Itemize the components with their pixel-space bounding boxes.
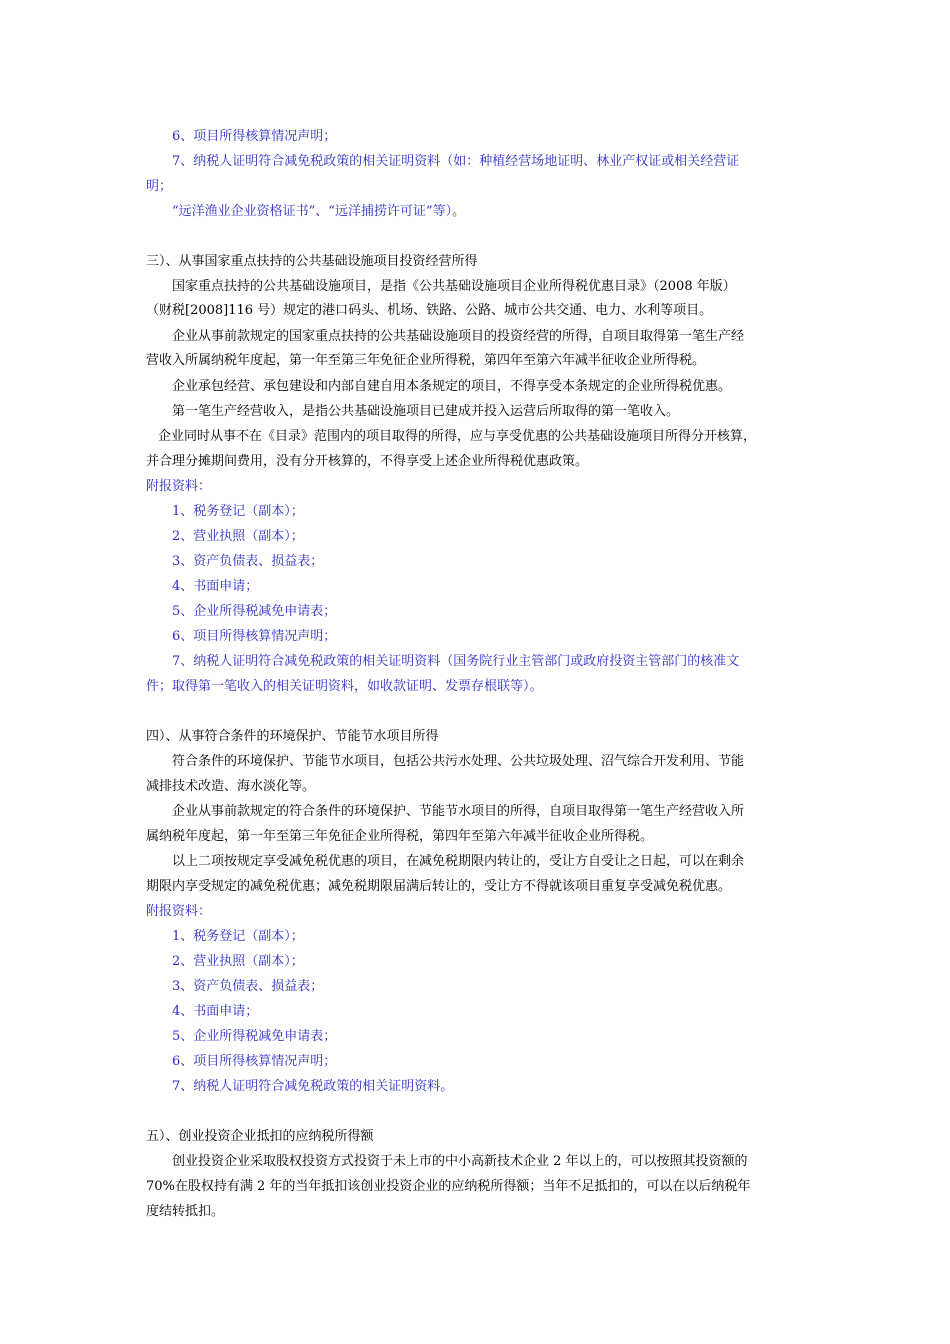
paragraph-continuation: 属纳税年度起，第一年至第三年免征企业所得税，第四年至第六年减半征收企业所得税。 — [146, 829, 654, 844]
paragraph: 企业承包经营、承包建设和内部自建自用本条规定的项目，不得享受本条规定的企业所得税优惠。 — [172, 379, 732, 394]
list-item: 1、税务登记（副本）； — [172, 504, 304, 519]
paragraph: 企业从事前款规定的符合条件的环境保护、节能节水项目的所得，自项目取得第一笔生产经营收入所 — [172, 804, 745, 819]
list-item: 5、企业所得税减免申请表； — [172, 1029, 337, 1044]
list-item: 7、纳税人证明符合减免税政策的相关证明资料。 — [172, 1079, 454, 1094]
paragraph: 企业从事前款规定的国家重点扶持的公共基础设施项目的投资经营的所得，自项目取得第一笔生产经 — [172, 329, 745, 344]
list-item: 3、资产负债表、损益表； — [172, 554, 324, 569]
paragraph-continuation: 期限内享受规定的减免税优惠；减免税期限届满后转让的，受让方不得就该项目重复享受减免税优惠。 — [146, 879, 732, 894]
paragraph-continuation: 并合理分摊期间费用，没有分开核算的，不得享受上述企业所得税优惠政策。 — [146, 454, 589, 469]
paragraph: 符合条件的环境保护、节能节水项目，包括公共污水处理、公共垃圾处理、沼气综合开发利用、节能 — [172, 754, 745, 769]
list-item: 1、税务登记（副本）； — [172, 929, 304, 944]
list-item: 2、营业执照（副本）； — [172, 954, 304, 969]
paragraph: 企业同时从事不在《目录》范围内的项目取得的所得，应与享受优惠的公共基础设施项目所得分开核算， — [158, 429, 757, 444]
paragraph-continuation: 减排技术改造、海水淡化等。 — [146, 779, 316, 794]
paragraph: 国家重点扶持的公共基础设施项目，是指《公共基础设施项目企业所得税优惠目录》（2008 年版） — [172, 279, 736, 294]
list-item: 2、营业执照（副本）； — [172, 529, 304, 544]
list-item-continuation: 明； — [146, 179, 173, 194]
paragraph: 创业投资企业采取股权投资方式投资于未上市的中小高新技术企业 2 年以上的，可以按照其投资额的 — [172, 1154, 748, 1169]
paragraph-continuation: （财税[2008]116 号）规定的港口码头、机场、铁路、公路、城市公共交通、电力、水利等项目。 — [146, 303, 713, 318]
attachments-label: 附报资料： — [146, 904, 212, 919]
section-heading: 四）、从事符合条件的环境保护、节能节水项目所得 — [146, 729, 439, 744]
list-item: 7、纳税人证明符合减免税政策的相关证明资料（如：种植经营场地证明、林业产权证或相关经营证 — [172, 154, 740, 169]
paragraph-continuation: 营收入所属纳税年度起，第一年至第三年免征企业所得税，第四年至第六年减半征收企业所得税。 — [146, 353, 706, 368]
paragraph-continuation: 度结转抵扣。 — [146, 1204, 225, 1219]
paragraph-continuation: 70%在股权持有满 2 年的当年抵扣该创业投资企业的应纳税所得额；当年不足抵扣的，可以在以后纳税年 — [146, 1179, 751, 1194]
list-item-continuation: 件；取得第一笔收入的相关证明资料，如收款证明、发票存根联等）。 — [146, 679, 543, 694]
list-item-continuation: “远洋渔业企业资格证书”、“远洋捕捞许可证”等）。 — [172, 204, 466, 219]
section-heading: 三）、从事国家重点扶持的公共基础设施项目投资经营所得 — [146, 254, 478, 269]
paragraph: 以上二项按规定享受减免税优惠的项目，在减免税期限内转让的，受让方自受让之日起，可以在剩余 — [172, 854, 745, 869]
list-item: 3、资产负债表、损益表； — [172, 979, 324, 994]
list-item: 6、项目所得核算情况声明； — [172, 629, 337, 644]
section-heading: 五）、创业投资企业抵扣的应纳税所得额 — [146, 1129, 374, 1144]
list-item: 6、项目所得核算情况声明； — [172, 129, 337, 144]
attachments-label: 附报资料： — [146, 479, 212, 494]
paragraph: 第一笔生产经营收入，是指公共基础设施项目已建成并投入运营后所取得的第一笔收入。 — [172, 404, 680, 419]
list-item: 6、项目所得核算情况声明； — [172, 1054, 337, 1069]
list-item: 4、书面申请； — [172, 1004, 259, 1019]
list-item: 7、纳税人证明符合减免税政策的相关证明资料（国务院行业主管部门或政府投资主管部门的核准文 — [172, 654, 740, 669]
list-item: 5、企业所得税减免申请表； — [172, 604, 337, 619]
list-item: 4、书面申请； — [172, 579, 259, 594]
